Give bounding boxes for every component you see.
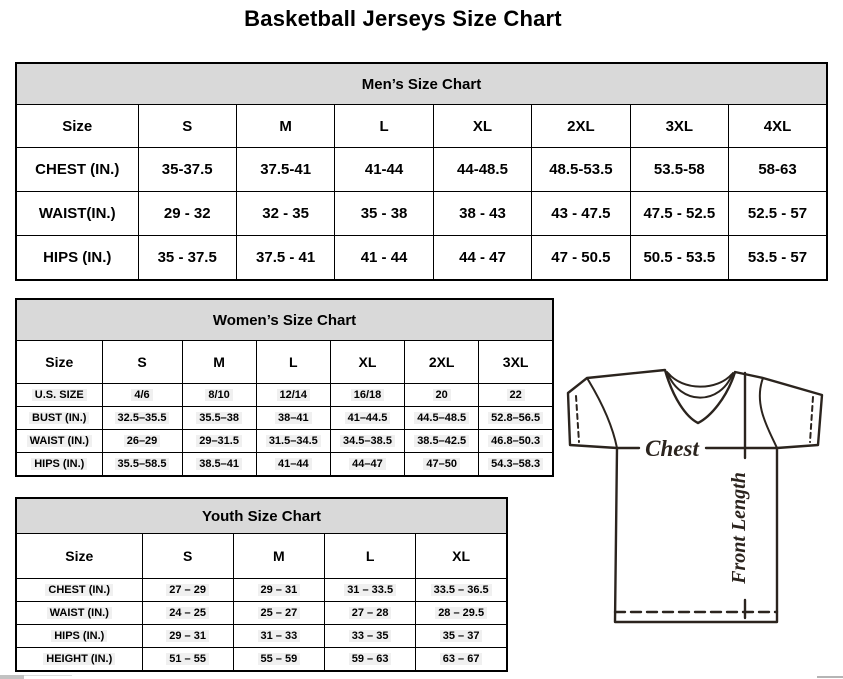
column-header-row — [16, 341, 553, 384]
column-header: S — [102, 341, 182, 384]
table-cell: 53.5 - 57 — [729, 236, 827, 281]
collar-inner-curves — [667, 372, 733, 398]
row-label: U.S. SIZE — [16, 384, 102, 407]
womens-size-chart-table — [15, 298, 554, 477]
table-cell: 46.8–50.3 — [479, 430, 553, 453]
table-row — [16, 236, 827, 281]
table-cell: 31 – 33 — [233, 625, 324, 648]
table-cell: 20 — [405, 384, 479, 407]
table-cell: 35.5–38 — [182, 407, 256, 430]
column-header: M — [182, 341, 256, 384]
table-cell: 58-63 — [729, 148, 827, 192]
column-header: 2XL — [532, 105, 630, 148]
table-cell: 55 – 59 — [233, 648, 324, 672]
row-label: HIPS (IN.) — [16, 453, 102, 477]
table-row — [16, 384, 553, 407]
table-cell: 48.5-53.5 — [532, 148, 630, 192]
table-cell: 34.5–38.5 — [330, 430, 404, 453]
table-cell: 31.5–34.5 — [256, 430, 330, 453]
table-cell: 31 – 33.5 — [325, 579, 416, 602]
page-title: Basketball Jerseys Size Chart — [244, 6, 562, 31]
table-cell: 41-44 — [335, 148, 433, 192]
table-title-row — [16, 63, 827, 105]
jersey-measurement-diagram — [555, 360, 833, 632]
table-cell: 29 – 31 — [142, 625, 233, 648]
table-cell: 38–41 — [256, 407, 330, 430]
table-row — [16, 453, 553, 477]
row-label: HIPS (IN.) — [16, 236, 138, 281]
column-header: M — [236, 105, 334, 148]
table-cell: 8/10 — [182, 384, 256, 407]
table-cell: 43 - 47.5 — [532, 192, 630, 236]
table-cell: 32 - 35 — [236, 192, 334, 236]
table-cell: 37.5 - 41 — [236, 236, 334, 281]
womens-chart-title: Women’s Size Chart — [16, 299, 553, 341]
table-cell: 38.5–41 — [182, 453, 256, 477]
table-cell: 35 - 38 — [335, 192, 433, 236]
column-header: 3XL — [630, 105, 728, 148]
table-cell: 27 – 29 — [142, 579, 233, 602]
table-row — [16, 625, 507, 648]
row-label: WAIST (IN.) — [16, 430, 102, 453]
table-cell: 41 - 44 — [335, 236, 433, 281]
table-cell: 38.5–42.5 — [405, 430, 479, 453]
table-cell: 37.5-41 — [236, 148, 334, 192]
table-title-row — [16, 299, 553, 341]
table-cell: 12/14 — [256, 384, 330, 407]
youth-chart-title: Youth Size Chart — [16, 498, 507, 534]
column-header: M — [233, 534, 324, 579]
table-cell: 59 – 63 — [325, 648, 416, 672]
column-header: L — [325, 534, 416, 579]
table-row — [16, 602, 507, 625]
table-cell: 44 - 47 — [433, 236, 531, 281]
column-header: S — [138, 105, 236, 148]
column-header: 4XL — [729, 105, 827, 148]
table-cell: 63 – 67 — [416, 648, 507, 672]
table-cell: 22 — [479, 384, 553, 407]
row-label: CHEST (IN.) — [16, 579, 142, 602]
column-header: XL — [416, 534, 507, 579]
table-cell: 44–47 — [330, 453, 404, 477]
table-cell: 50.5 - 53.5 — [630, 236, 728, 281]
table-row — [16, 648, 507, 672]
table-row — [16, 407, 553, 430]
column-header: Size — [16, 105, 138, 148]
column-header: XL — [433, 105, 531, 148]
column-header: 2XL — [405, 341, 479, 384]
table-row — [16, 148, 827, 192]
table-cell: 54.3–58.3 — [479, 453, 553, 477]
row-label: CHEST (IN.) — [16, 148, 138, 192]
table-cell: 52.8–56.5 — [479, 407, 553, 430]
mens-size-chart-table — [15, 62, 828, 281]
chest-label: Chest — [645, 436, 699, 461]
table-cell: 33.5 – 36.5 — [416, 579, 507, 602]
table-cell: 35 - 37.5 — [138, 236, 236, 281]
column-header-row — [16, 534, 507, 579]
table-cell: 44.5–48.5 — [405, 407, 479, 430]
table-row — [16, 579, 507, 602]
table-cell: 53.5-58 — [630, 148, 728, 192]
column-header: L — [256, 341, 330, 384]
table-cell: 32.5–35.5 — [102, 407, 182, 430]
column-header: Size — [16, 534, 142, 579]
column-header: S — [142, 534, 233, 579]
table-cell: 26–29 — [102, 430, 182, 453]
row-label: BUST (IN.) — [16, 407, 102, 430]
youth-size-chart-table — [15, 497, 508, 672]
table-title-row — [16, 498, 507, 534]
column-header-row — [16, 105, 827, 148]
table-cell: 47–50 — [405, 453, 479, 477]
table-row — [16, 430, 553, 453]
cuff-dash-right — [810, 397, 813, 442]
table-cell: 41–44.5 — [330, 407, 404, 430]
table-cell: 33 – 35 — [325, 625, 416, 648]
table-cell: 51 – 55 — [142, 648, 233, 672]
table-cell: 29 – 31 — [233, 579, 324, 602]
hscrollbar-thumb-right[interactable] — [817, 676, 843, 678]
row-label: HEIGHT (IN.) — [16, 648, 142, 672]
table-cell: 35-37.5 — [138, 148, 236, 192]
hscrollbar-thumb-left[interactable] — [0, 675, 24, 679]
front-length-label: Front Length — [728, 472, 750, 584]
armhole-seam-left — [587, 378, 617, 448]
table-cell: 25 – 27 — [233, 602, 324, 625]
table-cell: 35 – 37 — [416, 625, 507, 648]
table-cell: 38 - 43 — [433, 192, 531, 236]
table-cell: 47 - 50.5 — [532, 236, 630, 281]
armhole-seam-right — [760, 378, 777, 448]
table-cell: 41–44 — [256, 453, 330, 477]
table-cell: 29 - 32 — [138, 192, 236, 236]
cuff-dash-left — [576, 396, 579, 442]
table-cell: 28 – 29.5 — [416, 602, 507, 625]
column-header: L — [335, 105, 433, 148]
table-cell: 44-48.5 — [433, 148, 531, 192]
table-cell: 35.5–58.5 — [102, 453, 182, 477]
row-label: WAIST(IN.) — [16, 192, 138, 236]
table-row — [16, 192, 827, 236]
row-label: HIPS (IN.) — [16, 625, 142, 648]
table-cell: 29–31.5 — [182, 430, 256, 453]
jersey-outline — [568, 370, 822, 622]
table-cell: 27 – 28 — [325, 602, 416, 625]
mens-chart-title: Men’s Size Chart — [16, 63, 827, 105]
table-cell: 52.5 - 57 — [729, 192, 827, 236]
column-header: 3XL — [479, 341, 553, 384]
table-cell: 24 – 25 — [142, 602, 233, 625]
column-header: Size — [16, 341, 102, 384]
table-cell: 47.5 - 52.5 — [630, 192, 728, 236]
column-header: XL — [330, 341, 404, 384]
row-label: WAIST (IN.) — [16, 602, 142, 625]
table-cell: 16/18 — [330, 384, 404, 407]
table-cell: 4/6 — [102, 384, 182, 407]
